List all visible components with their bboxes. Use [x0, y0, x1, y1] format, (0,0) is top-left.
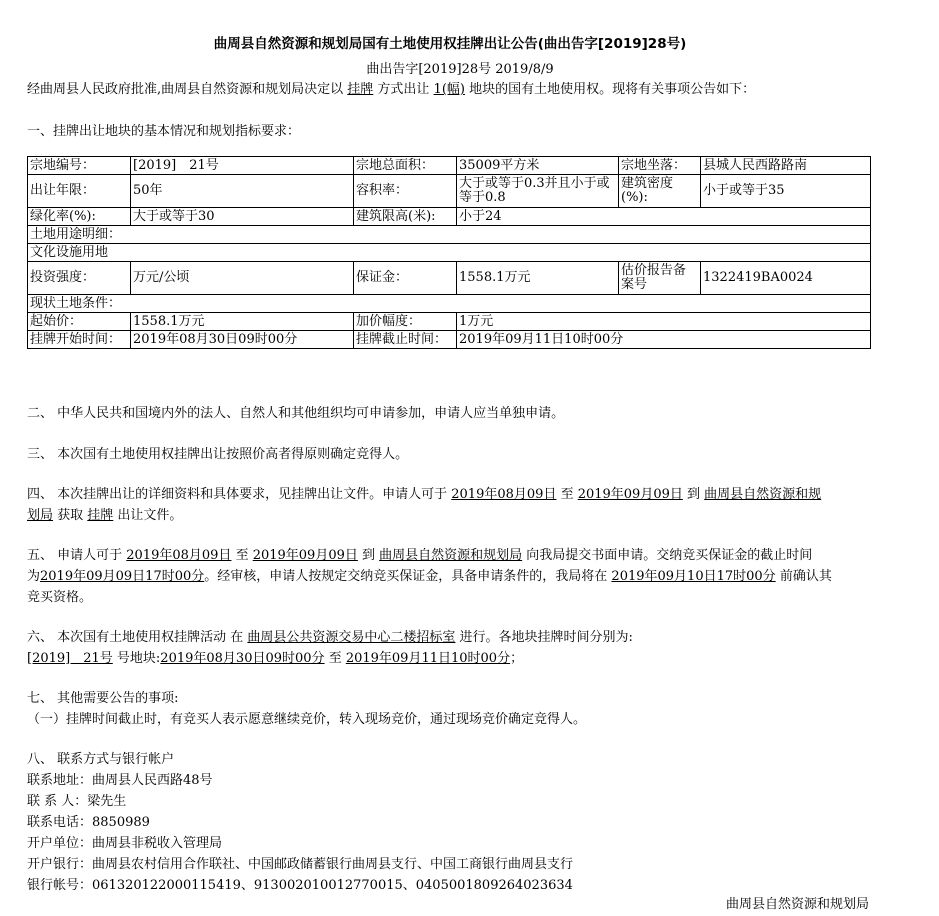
section-6-line-2: [2019] 21号 号地块:2019年08月30日09时00分 至 2019年09月11日10时00分；	[27, 651, 524, 666]
contact-person: 联 系 人：梁先生	[27, 794, 127, 809]
intro-paragraph: 经曲周县人民政府批准,曲周县自然资源和规划局决定以 挂牌 方式出让 1(幅) 地块的国有土地使用权。现将有关事项公告如下：	[27, 82, 756, 97]
section-7-heading: 七、 其他需要公告的事项:	[27, 691, 179, 706]
table-row: 文化设施用地	[28, 244, 871, 262]
section-5-line-3: 竞买资格。	[27, 590, 93, 605]
notice-title: 曲周县自然资源和规划局国有土地使用权挂牌出让公告(曲出告字[2019]28号)	[213, 36, 687, 52]
notice-number-date: 曲出告字[2019]28号 2019/8/9	[366, 62, 554, 77]
table-row: 土地用途明细：	[28, 226, 871, 244]
table-row: 现状土地条件：	[28, 295, 871, 313]
table-row: 出让年限： 50年 容积率： 大于或等于0.3并且小于或等于0.8 建筑密度(%): 小于或等于35	[28, 175, 871, 208]
section-8-heading: 八、 联系方式与银行帐户	[27, 752, 175, 767]
table-row: 挂牌开始时间： 2019年08月30日09时00分 挂牌截止时间： 2019年09月11日10时00分	[28, 331, 871, 349]
land-info-table	[27, 156, 871, 349]
section-3: 三、 本次国有土地使用权挂牌出让按照价高者得原则确定竞得人。	[27, 447, 409, 462]
table-row: 绿化率(%): 大于或等于30 建筑限高(米): 小于24	[28, 208, 871, 226]
table-row: 宗地编号： [2019] 21号 宗地总面积： 35009平方米 宗地坐落： 县城人民西路路南	[28, 157, 871, 175]
section-6-line-1: 六、 本次国有土地使用权挂牌活动 在 曲周县公共资源交易中心二楼招标室 进行。各地块挂牌时间分别为:	[27, 630, 633, 645]
contact-phone: 联系电话：8850989	[27, 815, 150, 830]
section-1-heading: 一、挂牌出让地块的基本情况和规划指标要求：	[27, 124, 301, 139]
table-row: 起始价： 1558.1万元 加价幅度： 1万元	[28, 313, 871, 331]
contact-address: 联系地址：曲周县人民西路48号	[27, 773, 213, 788]
account-unit: 开户单位：曲周县非税收入管理局	[27, 836, 223, 851]
section-4-line-1: 四、 本次挂牌出让的详细资料和具体要求，见挂牌出让文件。申请人可于 2019年08月09日 至 2019年09月09日 到 曲周县自然资源和规	[27, 487, 822, 502]
section-4-line-2: 划局 获取 挂牌 出让文件。	[27, 508, 183, 523]
section-2: 二、 中华人民共和国境内外的法人、自然人和其他组织均可申请参加，申请人应当单独申请。	[27, 406, 565, 421]
table-row: 投资强度： 万元/公顷 保证金： 1558.1万元 估价报告备案号 1322419BA0024	[28, 262, 871, 295]
section-7-item: （一）挂牌时间截止时，有竞买人表示愿意继续竞价，转入现场竞价，通过现场竞价确定竞得人。	[27, 712, 587, 727]
section-5-line-1: 五、 申请人可于 2019年08月09日 至 2019年09月09日 到 曲周县自然资源和规划局 向我局提交书面申请。交纳竞买保证金的截止时间	[27, 548, 813, 563]
section-5-line-2: 为2019年09月09日17时00分。经审核，申请人按规定交纳竞买保证金，具备申请条件的，我局将在 2019年09月10日17时00分 前确认其	[27, 569, 832, 584]
account-number: 银行帐号：061320122000115419、913002010012770015、0405001809264023634	[27, 878, 573, 893]
account-bank: 开户银行：曲周县农村信用合作联社、中国邮政储蓄银行曲周县支行、中国工商银行曲周县支行	[27, 857, 574, 872]
signoff-issuer: 曲周县自然资源和规划局	[725, 897, 869, 912]
